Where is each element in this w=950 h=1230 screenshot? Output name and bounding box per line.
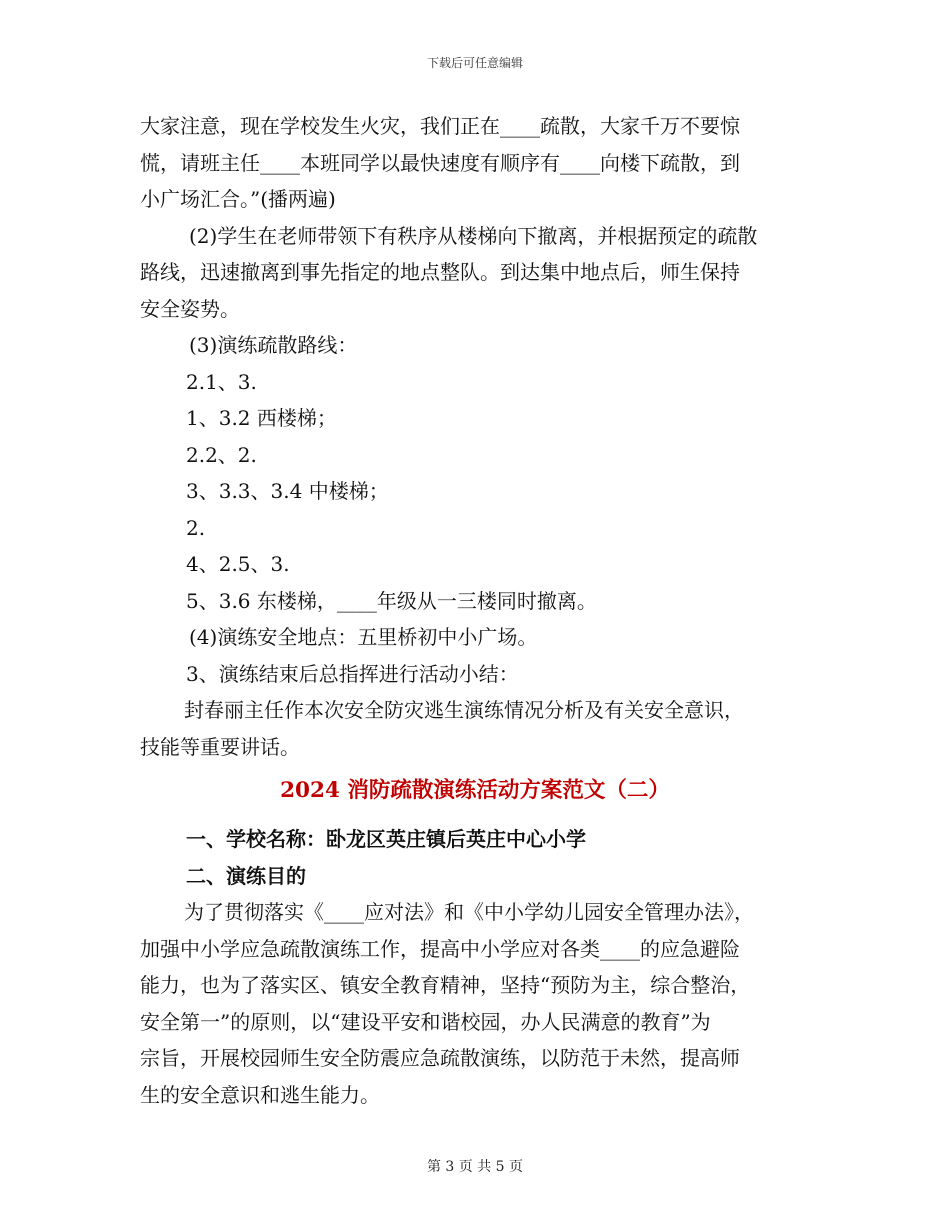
document-body — [140, 108, 810, 1113]
paragraph-line: 路线，迅速撤离到事先指定的地点整队。到达集中地点后，师生保持 — [140, 260, 740, 284]
paragraph-line: (3)演练疏散路线： — [189, 333, 358, 357]
paragraph-line: 小广场汇合。”(播两遍) — [140, 187, 336, 211]
route-line: 2. — [186, 515, 206, 540]
paragraph-line: 生的安全意识和逃生能力。 — [140, 1082, 380, 1107]
paragraph-line: 安全姿势。 — [140, 296, 240, 321]
paragraph-line: 加强中小学应急疏散演练工作，提高中小学应对各类____的应急避险 — [140, 936, 740, 961]
route-line: 4、2.5、3. — [186, 552, 290, 576]
paragraph-line: (2)学生在老师带领下有秩序从楼梯向下撤离，并根据预定的疏散 — [189, 223, 758, 248]
section-heading-school: 一、学校名称：卧龙区英庄镇后英庄中心小学 — [186, 827, 586, 851]
route-line: 3、3.3、3.4 中楼梯； — [186, 479, 389, 503]
section-title: 2024 消防疏散演练活动方案范文（二） — [280, 778, 670, 803]
paragraph-line: 慌，请班主任____本班同学以最快速度有顺序有____向楼下疏散，到 — [140, 150, 740, 175]
page-footer: 第 3 页 共 5 页 — [426, 1159, 524, 1175]
paragraph-line: 为了贯彻落实《____应对法》和《中小学幼儿园安全管理办法》， — [184, 900, 754, 924]
paragraph-line: (4)演练安全地点：五里桥初中小广场。 — [189, 625, 538, 649]
route-line: 5、3.6 东楼梯，____年级从一三楼同时撤离。 — [186, 588, 597, 613]
route-line: 2.2、2. — [186, 442, 257, 467]
paragraph-line: 大家注意，现在学校发生火灾，我们正在____疏散，大家千万不要惊 — [140, 114, 740, 138]
section-heading-purpose: 二、演练目的 — [186, 863, 306, 888]
route-line: 1、3.2 西楼梯； — [186, 406, 337, 430]
page-header: 下载后可任意编辑 — [426, 56, 523, 70]
paragraph-line: 技能等重要讲话。 — [140, 734, 300, 759]
route-line: 2.1、3. — [186, 369, 257, 394]
paragraph-line: 封春丽主任作本次安全防灾逃生演练情况分析及有关安全意识， — [184, 698, 744, 722]
paragraph-line: 能力，也为了落实区、镇安全教育精神，坚持“预防为主，综合整治， — [140, 973, 751, 997]
paragraph-line: 宗旨，开展校园师生安全防震应急疏散演练，以防范于未然，提高师 — [140, 1046, 740, 1070]
paragraph-line: 3、演练结束后总指挥进行活动小结： — [186, 661, 519, 686]
paragraph-line: 安全第一”的原则，以“建设平安和谐校园，办人民满意的教育”为 — [140, 1009, 711, 1034]
